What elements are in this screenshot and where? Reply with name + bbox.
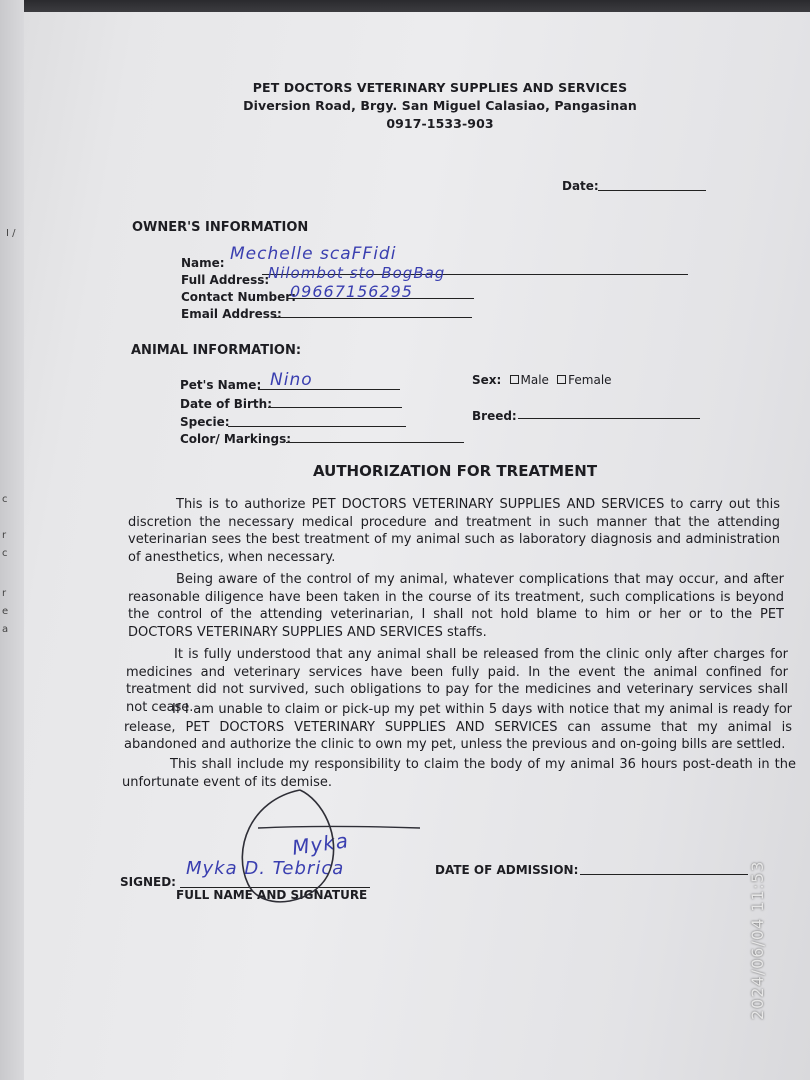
- owner-heading: OWNER'S INFORMATION: [132, 220, 309, 235]
- signature-loop: [242, 790, 333, 902]
- edge-glyph: c: [2, 494, 8, 505]
- pet-name-label: Pet's Name:: [180, 378, 262, 392]
- date-label: Date:: [562, 179, 599, 193]
- edge-glyph: c: [2, 548, 8, 559]
- owner-address-handwritten: Nilombot sto BogBag: [268, 264, 446, 282]
- edge-glyph: e: [2, 606, 9, 617]
- name-label: Name:: [181, 256, 225, 270]
- contact-label: Contact Number:: [181, 290, 296, 304]
- signature-stroke: [258, 827, 420, 829]
- signature-caption: FULL NAME AND SIGNATURE: [176, 888, 368, 902]
- animal-heading: ANIMAL INFORMATION:: [131, 343, 302, 358]
- business-address: Diversion Road, Brgy. San Miguel Calasiao, Pangasinan: [243, 98, 637, 113]
- photo-timestamp: 2024/06/04 11:53: [748, 860, 767, 1020]
- signed-name-handwritten: Myka D. Tebrica: [186, 858, 345, 879]
- edge-glyph: a: [2, 624, 9, 635]
- dob-label: Date of Birth:: [180, 397, 273, 411]
- sex-label: Sex:: [472, 373, 502, 387]
- paragraph-2-text: Being aware of the control of my animal, whatever complications that may occur, and after reasonable diligence have been taken in the course of its treatment, such complications is beyond the control of the attending veterinarian, I shall not hold blame to him or her or to the PET DOCTORS VETERINARY SUPPLIES AND SERVICES staffs.: [128, 572, 784, 640]
- address-label: Full Address:: [181, 273, 270, 287]
- female-option-label: Female: [568, 373, 612, 387]
- owner-contact-handwritten: 09667156295: [290, 282, 413, 301]
- business-name: PET DOCTORS VETERINARY SUPPLIES AND SERVICES: [252, 80, 628, 95]
- pet-name-handwritten: Nino: [270, 370, 313, 390]
- business-phone: 0917-1533-903: [386, 116, 494, 131]
- email-label: Email Address:: [181, 307, 282, 321]
- color-label: Color/ Markings:: [180, 432, 292, 446]
- admission-label: DATE OF ADMISSION:: [435, 863, 579, 877]
- edge-glyph: r: [2, 588, 7, 599]
- signed-label: SIGNED:: [120, 875, 176, 889]
- authorization-title: AUTHORIZATION FOR TREATMENT: [313, 462, 598, 480]
- breed-label: Breed:: [472, 409, 517, 423]
- edge-glyph: r: [2, 530, 7, 541]
- paragraph-3-text: It is fully understood that any animal shall be released from the clinic only after charges for medicines and veterinary services have been fully paid. In the event the animal confined for treatment did not survived, such obligations to pay for the medicines and veterinary services shall not cease.: [126, 647, 788, 715]
- edge-glyph: I /: [6, 228, 16, 239]
- male-option-label: Male: [520, 373, 549, 387]
- paragraph-4-text: If I am unable to claim or pick-up my pet within 5 days with notice that my animal is ready for release, PET DOCTORS VETERINARY SUPPLIES AND SERVICES can assume that my animal is abandoned and authorize the clinic to own my pet, unless the previous and on-going bills are settled.: [124, 702, 792, 752]
- paragraph-1-text: This is to authorize PET DOCTORS VETERINARY SUPPLIES AND SERVICES to carry out this discretion the necessary medical procedure and treatment in such manner that the attending veterinarian sees the best treatment of my animal such as laboratory diagnosis and administration of anesthetics, when necessary.: [128, 497, 780, 565]
- owner-name-handwritten: Mechelle scaFFidi: [230, 244, 397, 264]
- paragraph-5-text: This shall include my responsibility to claim the body of my animal 36 hours post-death in the unfortunate event of its demise.: [122, 757, 796, 790]
- specie-label: Specie:: [180, 415, 230, 429]
- signature-scrawl: Myka: [290, 828, 351, 860]
